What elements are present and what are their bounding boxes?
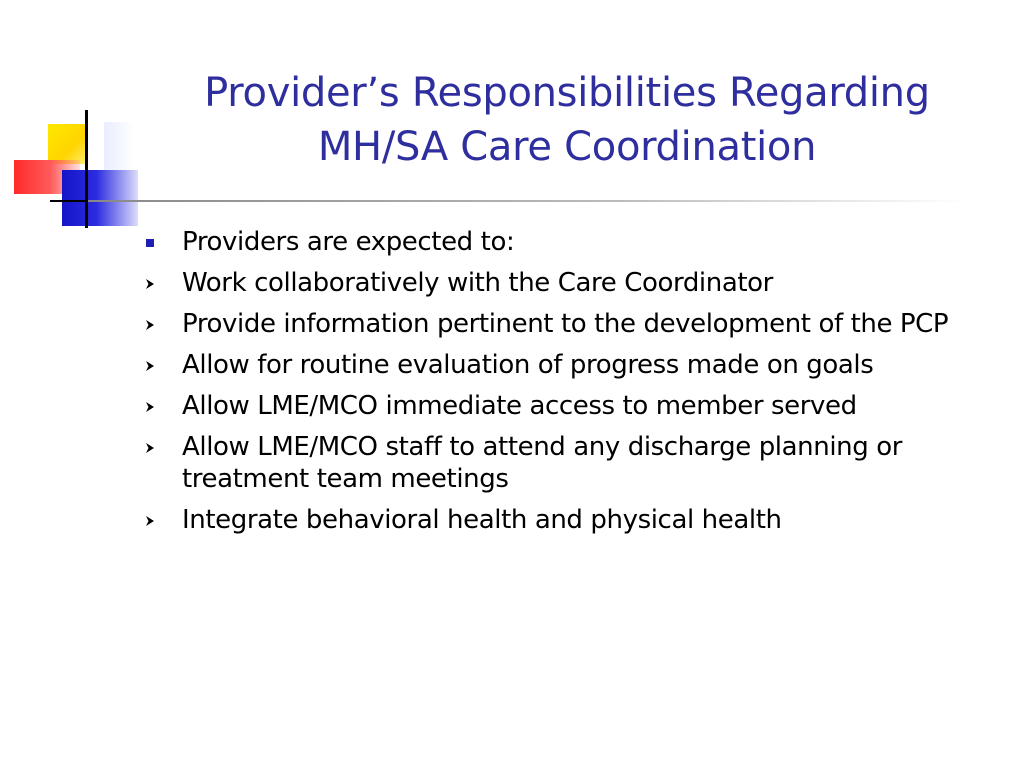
- arrow-bullet-icon: [142, 308, 172, 340]
- vertical-line-decoration: [85, 110, 88, 228]
- slide-logo-decoration: [0, 0, 150, 240]
- arrow-bullet-icon: [142, 431, 172, 463]
- bullet-item: [142, 267, 1002, 299]
- bullet-list: [142, 226, 1002, 545]
- slide-title: [150, 66, 984, 174]
- yellow-square-decoration: [48, 124, 88, 164]
- bullet-text: Allow LME/MCO immediate access to member served: [182, 391, 857, 421]
- bullet-text: Integrate behavioral health and physical health: [182, 505, 782, 535]
- arrow-bullet-icon: [142, 349, 172, 381]
- title-underline-rule: [88, 200, 968, 202]
- bullet-item: [142, 308, 1002, 340]
- bullet-item: [142, 349, 1002, 381]
- bullet-text: Provide information pertinent to the development of the PCP: [182, 309, 949, 339]
- bullet-item: [142, 390, 1002, 422]
- bullet-text: Work collaboratively with the Care Coordinator: [182, 268, 773, 298]
- bullet-item: [142, 504, 1002, 536]
- arrow-bullet-icon: [142, 390, 172, 422]
- blue-fade-decoration: [104, 122, 134, 170]
- square-bullet-icon: [142, 226, 172, 258]
- blue-square-decoration: [62, 170, 138, 226]
- bullet-item: [142, 226, 1002, 258]
- bullet-text: Allow for routine evaluation of progress made on goals: [182, 350, 874, 380]
- bullet-text: Allow LME/MCO staff to attend any discharge planning or treatment team meetings: [182, 432, 902, 494]
- arrow-bullet-icon: [142, 504, 172, 536]
- slide-title-line-2: MH/SA Care Coordination: [317, 124, 817, 170]
- arrow-bullet-icon: [142, 267, 172, 299]
- bullet-text: Providers are expected to:: [182, 227, 515, 257]
- slide-title-line-1: Provider’s Responsibilities Regarding: [204, 70, 930, 116]
- bullet-item: [142, 431, 1002, 495]
